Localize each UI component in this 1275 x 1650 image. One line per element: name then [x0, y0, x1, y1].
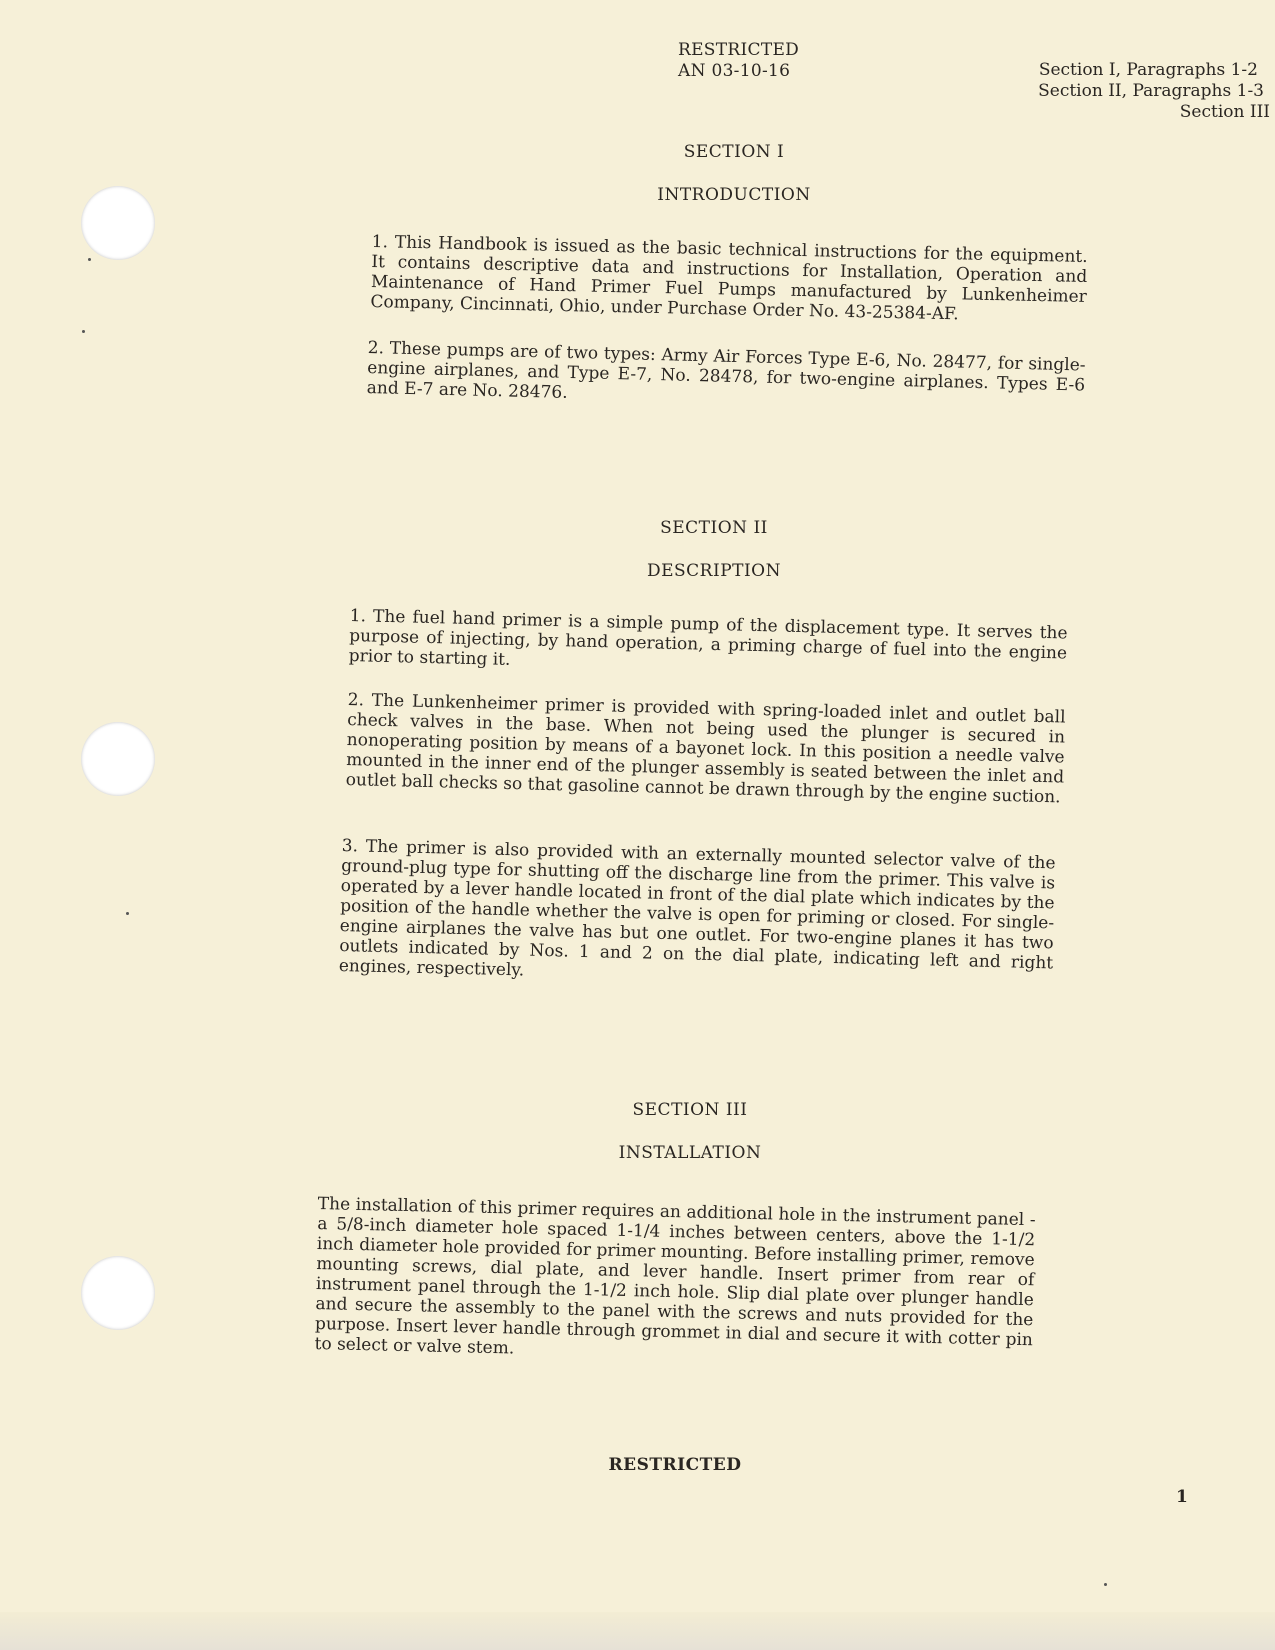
section-references [910, 60, 1275, 123]
section2-number: SECTION II [660, 518, 768, 538]
header-classification: RESTRICTED [678, 40, 800, 60]
section2-title: DESCRIPTION [646, 561, 781, 581]
footer-classification: RESTRICTED [608, 1455, 742, 1475]
speck [1104, 1583, 1107, 1586]
speck [126, 912, 129, 915]
binder-hole-top [81, 186, 155, 260]
section1-title: INTRODUCTION [657, 185, 811, 205]
speck [88, 258, 91, 261]
section2-paragraph-1: 1. The fuel hand primer is a simple pump of the displacement type. It serves the purpose of injecting, by hand operation, a priming charge of fuel into the engine prior to starting it. [348, 606, 1068, 670]
section1-number: SECTION I [683, 142, 785, 162]
section2-paragraph-2: 2. The Lunkenheimer primer is provided with spring-loaded inlet and outlet ball check valves in the base. When not being used the plunger is secured in nonoperating position by means of a bayonet lock. In this position a needle valve mounted in the inner end of the plunger assembly is seated between the inlet and outlet ball checks so that gasoline cannot be drawn through by the engine suction. [345, 690, 1066, 808]
page-number: 1 [1176, 1487, 1188, 1507]
section3-title: INSTALLATION [618, 1143, 762, 1163]
section2-paragraph-3: 3. The primer is also provided with an externally mounted selector valve of the ground-plug type for shutting off the discharge line from the primer. This valve is operated by a lever handle located in front of the dial plate which indicates by the position of the handle whether the valve is open for priming or closed. For single-engine airplanes the valve has but one outlet. For two-engine planes it has two outlets indicated by Nos. 1 and 2 on the dial plate, indicating left and right engines, respectively. [338, 836, 1056, 981]
section-ref-3: Section III [1179, 102, 1270, 122]
page-bottom-edge [0, 1612, 1275, 1650]
section3-paragraph-1: The installation of this primer requires an additional hole in the instrument panel - a 5/8-inch diameter hole spaced 1-1/4 inches between centers, above the 1-1/2 inch diameter hole provided for primer mounting. Before installing primer, remove mounting screws, dial plate, and lever handle. Insert primer from rear of instrument panel through the 1-1/2 inch hole. Slip dial plate over plunger handle and secure the assembly to the panel with the screws and nuts provided for the purpose. Insert lever handle through grommet in dial and secure it with cotter pin to select or valve stem. [314, 1194, 1036, 1359]
binder-hole-middle [81, 722, 155, 796]
section3-number: SECTION III [632, 1100, 748, 1120]
binder-hole-bottom [81, 1256, 155, 1330]
section1-paragraph-2: 2. These pumps are of two types: Army Air Forces Type E-6, No. 28477, for single-engine airplanes, and Type E-7, No. 28478, for two-engine airplanes. Types E-6 and E-7 are No. 28476. [366, 338, 1086, 403]
document-header [678, 40, 838, 82]
section-ref-2: Section II, Paragraphs 1-3 [1038, 81, 1264, 101]
section1-paragraph-1: 1. This Handbook is issued as the basic technical instructions for the equipment. It contains descriptive data and instructions for Installation, Operation and Maintenance of Hand Primer Fuel Pumps manufactured by Lunkenheimer Company, Cincinnati, Ohio, under Purchase Order No. 43-25384-AF. [370, 232, 1088, 325]
speck [82, 330, 85, 333]
section-ref-1: Section I, Paragraphs 1-2 [1038, 60, 1258, 80]
document-number: AN 03-10-16 [678, 61, 791, 81]
